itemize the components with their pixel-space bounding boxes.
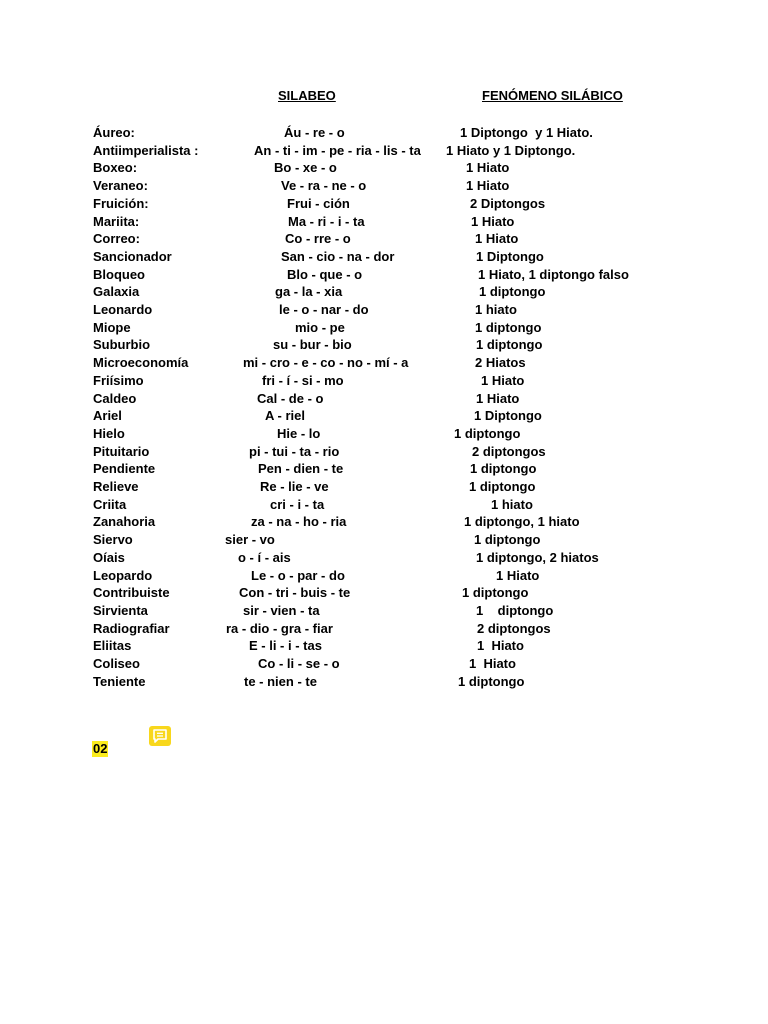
syllable-cell: o - í - ais: [238, 549, 291, 565]
word-cell: Friísimo: [93, 372, 144, 388]
phenomenon-cell: 1 diptongo: [474, 532, 541, 548]
table-row: [0, 283, 768, 301]
syllable-cell: Bo - xe - o: [274, 160, 337, 176]
table-row: [0, 620, 768, 638]
word-cell: Mariita:: [93, 213, 140, 229]
table-row: [0, 531, 768, 549]
table-row: [0, 549, 768, 567]
phenomenon-cell: 1 diptongo: [475, 319, 542, 335]
syllable-cell: Con - tri - buis - te: [239, 585, 351, 601]
header-fenomeno-label: FENÓMENO SILÁBICO: [482, 88, 623, 103]
table-row: [0, 124, 768, 142]
table-row: [0, 655, 768, 673]
word-cell: Caldeo: [93, 390, 137, 406]
phenomenon-cell: 1 Hiato: [469, 656, 516, 671]
table-row: [0, 319, 768, 337]
syllable-cell: mi - cro - e - co - no - mí - a: [243, 355, 409, 371]
phenomenon-cell: 1 Diptongo: [474, 408, 542, 424]
word-cell: Correo:: [93, 231, 140, 247]
word-cell: Fruición:: [93, 195, 149, 211]
syllable-cell: le - o - nar - do: [279, 302, 369, 317]
table-row: [0, 177, 768, 195]
syllable-cell: Blo - que - o: [287, 266, 363, 282]
phenomenon-cell: 2 diptongos: [477, 620, 551, 636]
word-cell: Veraneo:: [93, 178, 148, 194]
syllable-cell: pi - tui - ta - rio: [249, 443, 340, 459]
phenomenon-cell: 2 Diptongos: [470, 195, 546, 211]
syllable-cell: A - riel: [265, 408, 305, 424]
word-cell: Miope: [93, 319, 131, 335]
comment-icon[interactable]: [149, 726, 171, 746]
syllable-cell: za - na - ho - ria: [251, 514, 347, 530]
phenomenon-cell: 1 diptongo: [458, 673, 525, 689]
table-row: [0, 584, 768, 602]
word-cell: Ariel: [93, 408, 122, 424]
word-cell: Boxeo:: [93, 160, 138, 176]
phenomenon-cell: 1 diptongo: [476, 337, 543, 353]
phenomenon-cell: 1 Hiato: [466, 178, 510, 194]
syllable-cell: Áu - re - o: [284, 125, 345, 140]
phenomenon-cell: 1 diptongo: [462, 585, 529, 601]
phenomenon-cell: 1 Diptongo: [476, 248, 544, 264]
phenomenon-cell: 2 diptongos: [472, 443, 546, 459]
page-number: 02: [93, 741, 108, 756]
word-cell: Criita: [93, 496, 127, 512]
table-row: [0, 673, 768, 691]
table-row: [0, 301, 768, 319]
phenomenon-cell: 1 hiato: [475, 302, 517, 317]
syllable-cell: An - ti - im - pe - ria - lis - ta: [254, 142, 421, 158]
word-cell: Antiimperialista :: [93, 142, 199, 158]
word-cell: Coliseo: [93, 656, 140, 671]
table-row: [0, 142, 768, 160]
syllable-cell: Le - o - par - do: [251, 567, 345, 583]
word-cell: Radiografiar: [93, 620, 170, 636]
phenomenon-cell: 1 hiato: [491, 496, 533, 512]
word-cell: Oíais: [93, 549, 125, 565]
word-cell: Pendiente: [93, 461, 156, 477]
phenomenon-cell: 1 diptongo: [476, 602, 554, 618]
phenomenon-cell: 1 diptongo, 1 hiato: [464, 514, 580, 530]
header-silabeo: SILABEO: [278, 88, 336, 103]
word-cell: Galaxia: [93, 284, 140, 300]
word-cell: Contribuiste: [93, 585, 170, 601]
phenomenon-cell: 1 Hiato: [466, 160, 510, 176]
table-row: [0, 372, 768, 390]
syllable-cell: su - bur - bio: [273, 337, 352, 353]
phenomenon-cell: 1 Hiato: [476, 390, 520, 406]
phenomenon-cell: 1 Hiato: [477, 638, 524, 654]
syllable-cell: San - cio - na - dor: [281, 248, 395, 264]
syllable-cell: Pen - dien - te: [258, 461, 344, 477]
syllable-cell: Frui - ción: [287, 195, 350, 211]
phenomenon-cell: 1 Hiato y 1 Diptongo.: [446, 142, 576, 158]
table-row: [0, 213, 768, 231]
word-cell: Bloqueo: [93, 266, 145, 282]
table-row: [0, 390, 768, 408]
word-cell: Áureo:: [93, 125, 135, 140]
table-row: [0, 637, 768, 655]
word-cell: Eliitas: [93, 638, 132, 654]
syllable-cell: te - nien - te: [244, 673, 317, 689]
syllable-cell: sir - vien - ta: [243, 602, 320, 618]
word-cell: Pituitario: [93, 443, 150, 459]
table-row: [0, 602, 768, 620]
word-cell: Hielo: [93, 425, 125, 441]
phenomenon-cell: 1 diptongo, 2 hiatos: [476, 549, 599, 565]
table-row: [0, 159, 768, 177]
syllable-cell: mio - pe: [295, 319, 345, 335]
table-row: [0, 336, 768, 354]
table-row: [0, 460, 768, 478]
word-cell: Siervo: [93, 532, 133, 548]
syllable-cell: ga - la - xia: [275, 284, 343, 300]
phenomenon-cell: 1 diptongo: [469, 479, 536, 494]
word-cell: Sancionador: [93, 248, 172, 264]
table-row: [0, 443, 768, 461]
word-cell: Relieve: [93, 479, 139, 494]
word-cell: Sirvienta: [93, 602, 148, 618]
syllable-cell: cri - i - ta: [270, 496, 325, 512]
word-cell: Teniente: [93, 673, 146, 689]
table-row: [0, 230, 768, 248]
syllable-cell: Hie - lo: [277, 425, 321, 441]
syllable-cell: E - li - i - tas: [249, 638, 322, 654]
phenomenon-cell: 1 Hiato, 1 diptongo falso: [478, 266, 629, 282]
phenomenon-cell: 1 diptongo: [470, 461, 537, 477]
phenomenon-cell: 1 Hiato: [496, 567, 540, 583]
table-row: [0, 425, 768, 443]
table-row: [0, 478, 768, 496]
table-row: [0, 407, 768, 425]
phenomenon-cell: 2 Hiatos: [475, 355, 526, 371]
table-row: [0, 195, 768, 213]
table-row: [0, 513, 768, 531]
word-cell: Microeconomía: [93, 355, 189, 371]
syllable-cell: ra - dio - gra - fiar: [226, 620, 333, 636]
speech-bubble-icon: [153, 729, 167, 743]
syllable-cell: Ma - ri - i - ta: [288, 213, 365, 229]
phenomenon-cell: 1 diptongo: [454, 425, 521, 441]
syllable-cell: fri - í - si - mo: [262, 372, 344, 388]
syllable-cell: Ve - ra - ne - o: [281, 178, 367, 194]
table-row: [0, 496, 768, 514]
phenomenon-cell: 1 Hiato: [471, 213, 515, 229]
table-row: [0, 266, 768, 284]
phenomenon-cell: 1 diptongo: [479, 284, 546, 300]
phenomenon-cell: 1 Diptongo y 1 Hiato.: [460, 125, 593, 140]
word-cell: Leonardo: [93, 302, 153, 317]
syllable-cell: Co - li - se - o: [258, 656, 340, 671]
table-row: [0, 354, 768, 372]
syllable-cell: sier - vo: [225, 532, 275, 548]
phenomenon-cell: 1 Hiato: [475, 231, 519, 247]
table-row: [0, 248, 768, 266]
syllable-cell: Re - lie - ve: [260, 479, 329, 494]
word-cell: Suburbio: [93, 337, 151, 353]
syllable-cell: Co - rre - o: [285, 231, 351, 247]
phenomenon-cell: 1 Hiato: [481, 372, 525, 388]
word-cell: Zanahoria: [93, 514, 156, 530]
syllable-cell: Cal - de - o: [257, 390, 324, 406]
table-row: [0, 567, 768, 585]
word-cell: Leopardo: [93, 567, 153, 583]
